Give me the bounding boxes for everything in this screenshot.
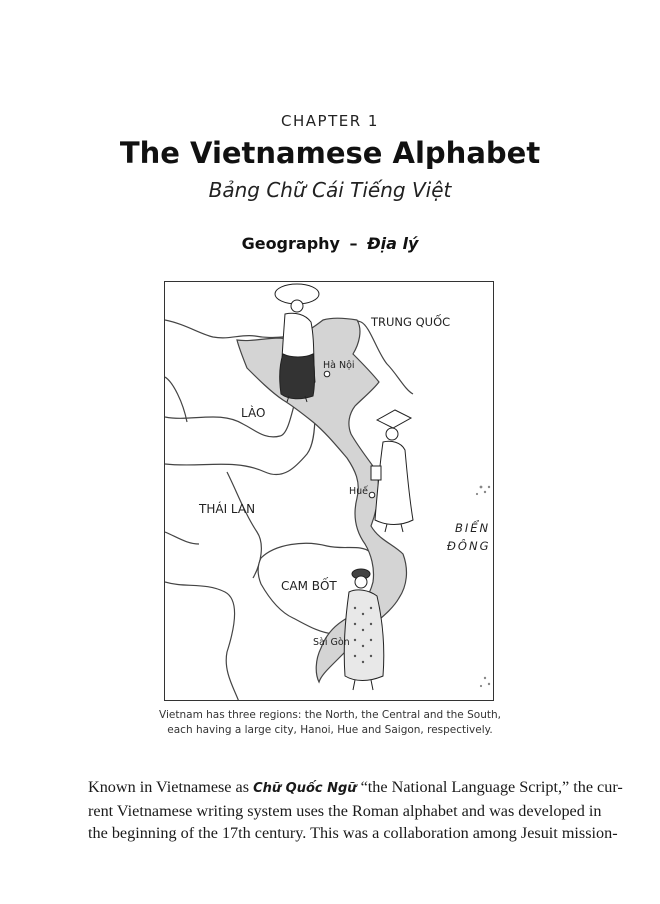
thailand-south-border (165, 582, 239, 701)
island-dot (476, 493, 478, 495)
chapter-title: The Vietnamese Alphabet (119, 136, 541, 170)
map-illustration (165, 282, 494, 701)
caption-line: each having a large city, Hanoi, Hue and Saigon, respectively. (167, 724, 493, 736)
island-dot (480, 685, 482, 687)
island-dot (480, 486, 483, 489)
body-text-segment: “the National Language Script,” the cur- (356, 778, 623, 796)
body-line (88, 776, 623, 800)
figure-caption (150, 708, 510, 738)
map-label-sea-line1: BIỂN (455, 521, 491, 535)
map-label-hue: Huế (349, 486, 369, 497)
island-dot (488, 486, 490, 488)
western-border (165, 377, 187, 422)
map-label-saigon: Sài Gòn (313, 637, 350, 648)
map-label-china: TRUNG QUỐC (371, 315, 451, 329)
caption-line: Vietnam has three regions: the North, the Central and the South, (159, 709, 501, 721)
chapter-subtitle: Bảng Chữ Cái Tiếng Việt (208, 178, 452, 202)
hanoi-marker (324, 371, 330, 377)
term-chu-quoc-ngu: Chữ Quốc Ngữ (253, 781, 357, 796)
section-heading (0, 234, 660, 253)
hue-marker (369, 492, 375, 498)
island-dot (484, 677, 486, 679)
section-heading-separator: – (349, 234, 358, 253)
map-label-laos: LÀO (241, 406, 266, 420)
body-line: the beginning of the 17th century. This was a collaboration among Jesuit mission- (88, 824, 618, 842)
thailand-laos-river (227, 472, 261, 578)
section-heading-vietnamese: Địa lý (367, 234, 419, 253)
chapter-label: CHAPTER 1 (281, 112, 379, 130)
body-line: rent Vietnamese writing system uses the Roman alphabet and was developed in (88, 802, 602, 820)
map-label-sea-line2: ĐÔNG (447, 539, 491, 553)
body-paragraph (88, 776, 623, 844)
section-heading-english: Geography (241, 234, 340, 253)
map-figure (164, 281, 494, 701)
central-woman-illustration (371, 410, 413, 532)
thailand-border (165, 412, 315, 475)
body-text-segment: Known in Vietnamese as (88, 778, 254, 796)
island-dot (484, 491, 486, 493)
map-label-cambodia: CAM BỐT (281, 579, 337, 593)
lower-west-border (165, 532, 199, 544)
map-label-hanoi: Hà Nội (323, 360, 355, 371)
map-label-thailand: THÁI LAN (199, 502, 256, 516)
island-dot (488, 683, 490, 685)
